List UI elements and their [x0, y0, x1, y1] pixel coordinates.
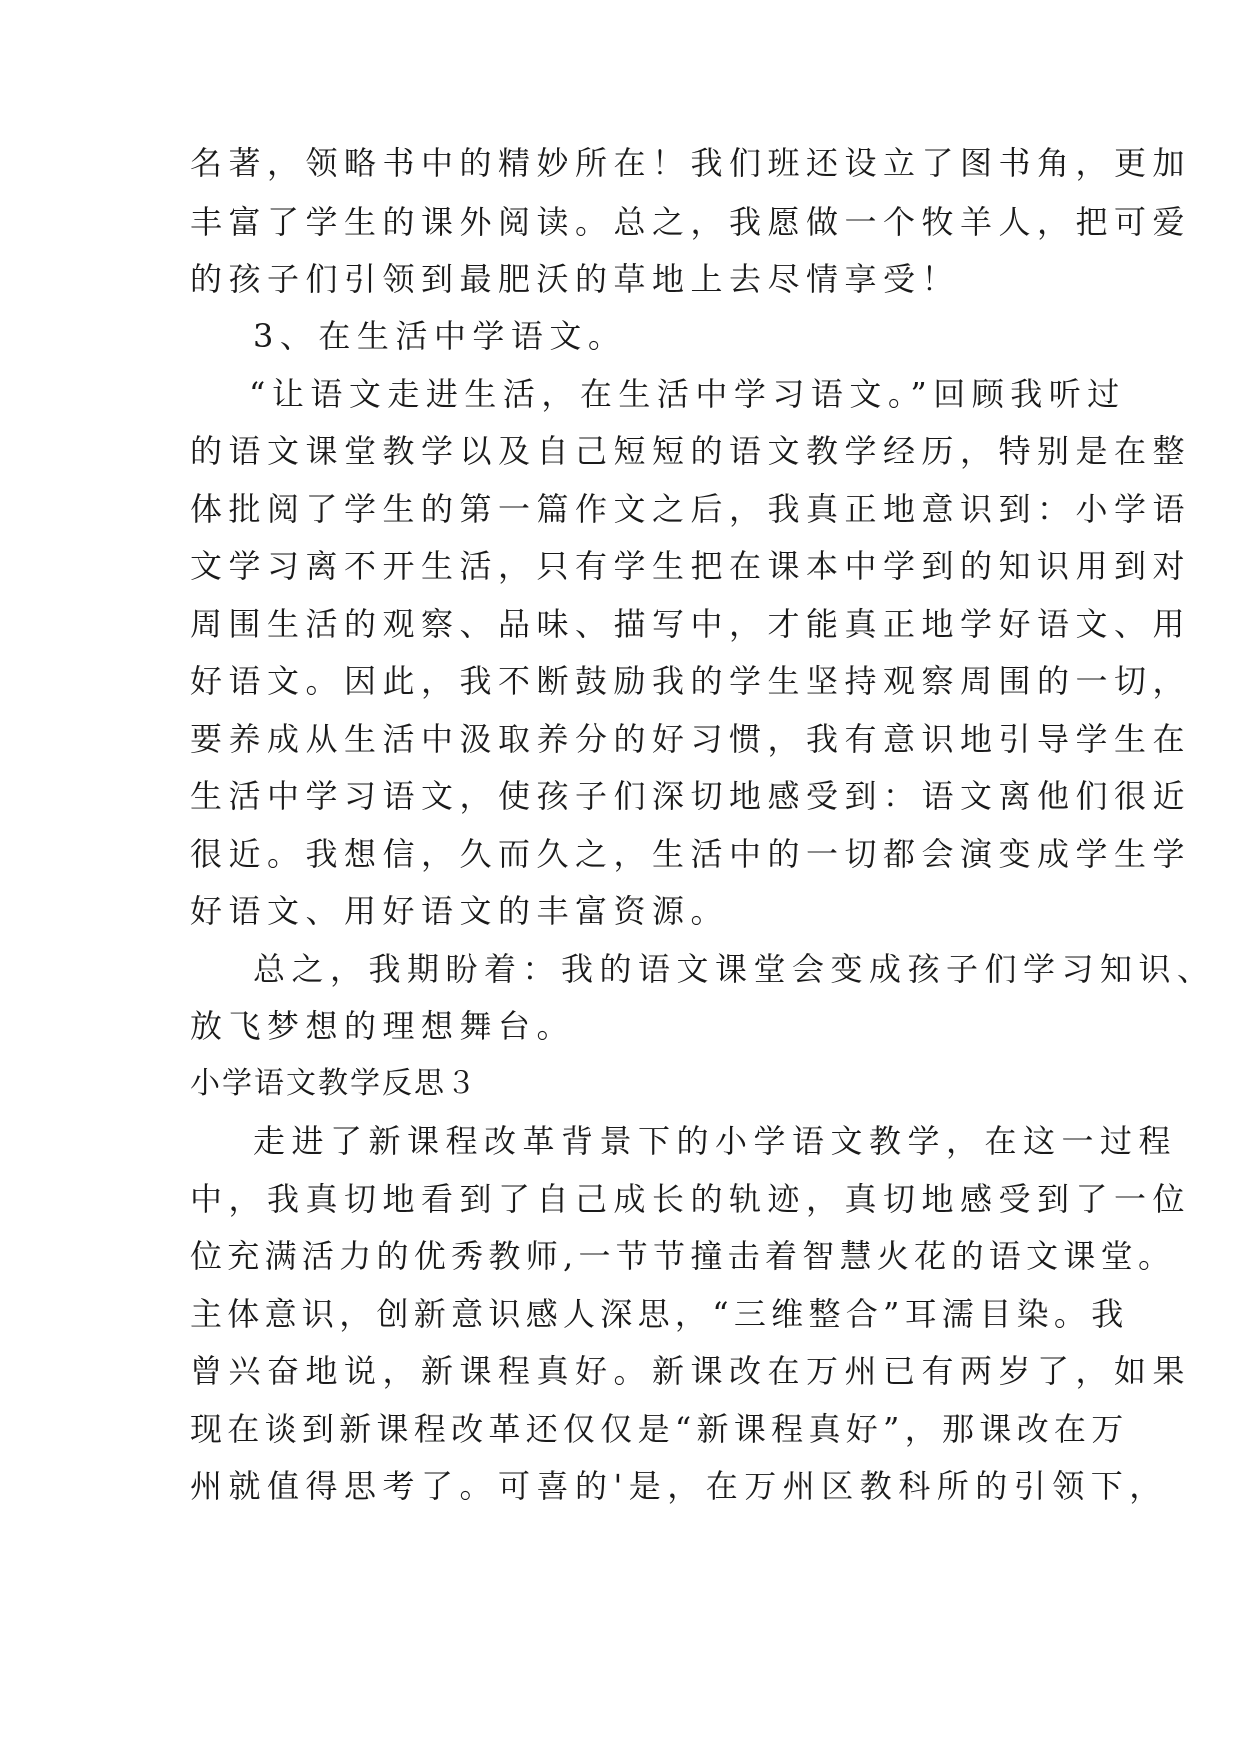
text-line: 位充满活力的优秀教师,一节节撞击着智慧火花的语文课堂。 [190, 1237, 1176, 1275]
text-line: 好语文。因此，我不断鼓励我的学生坚持观察周围的一切， [190, 662, 1192, 700]
text-line: 生活中学习语文，使孩子们深切地感受到：语文离他们很近 [190, 777, 1192, 815]
text-line: 周围生活的观察、品味、描写中，才能真正地学好语文、用 [190, 605, 1192, 643]
text-line: 放飞梦想的理想舞台。 [190, 1007, 576, 1045]
text-line: 丰富了学生的课外阅读。总之，我愿做一个牧羊人，把可爱 [190, 203, 1192, 241]
text-line: 的语文课堂教学以及自己短短的语文教学经历，特别是在整 [190, 432, 1192, 470]
text-line: 名著，领略书中的精妙所在！我们班还设立了图书角，更加 [190, 144, 1192, 182]
text-line: 主体意识，创新意识感人深思，“三维整合”耳濡目染。我 [190, 1295, 1129, 1333]
text-line: 很近。我想信，久而久之，生活中的一切都会演变成学生学 [190, 835, 1192, 873]
text-line: 文学习离不开生活，只有学生把在课本中学到的知识用到对 [190, 547, 1192, 585]
text-line: 现在谈到新课程改革还仅仅是“新课程真好”，那课改在万 [190, 1410, 1129, 1448]
paragraph-first-line: 总之，我期盼着：我的语文课堂会变成孩子们学习知识、 [253, 950, 1216, 988]
text-line: 中，我真切地看到了自己成长的轨迹，真切地感受到了一位 [190, 1180, 1192, 1218]
paragraph-first-line: 走进了新课程改革背景下的小学语文教学，在这一过程 [253, 1122, 1178, 1160]
text-line: 的孩子们引领到最肥沃的草地上去尽情享受！ [190, 260, 961, 298]
section-item-heading: 3、在生活中学语文。 [253, 317, 627, 355]
text-line: 曾兴奋地说，新课程真好。新课改在万州已有两岁了，如果 [190, 1352, 1192, 1390]
text-line: 州就值得思考了。可喜的'是，在万州区教科所的引领下， [190, 1467, 1168, 1505]
paragraph-first-line: “让语文走进生活，在生活中学习语文。”回顾我听过 [249, 375, 1126, 413]
text-line: 要养成从生活中汲取养分的好习惯，我有意识地引导学生在 [190, 720, 1192, 758]
text-line: 好语文、用好语文的丰富资源。 [190, 892, 730, 930]
text-line: 体批阅了学生的第一篇作文之后，我真正地意识到：小学语 [190, 490, 1192, 528]
section-heading: 小学语文教学反思３ [190, 1066, 478, 1101]
